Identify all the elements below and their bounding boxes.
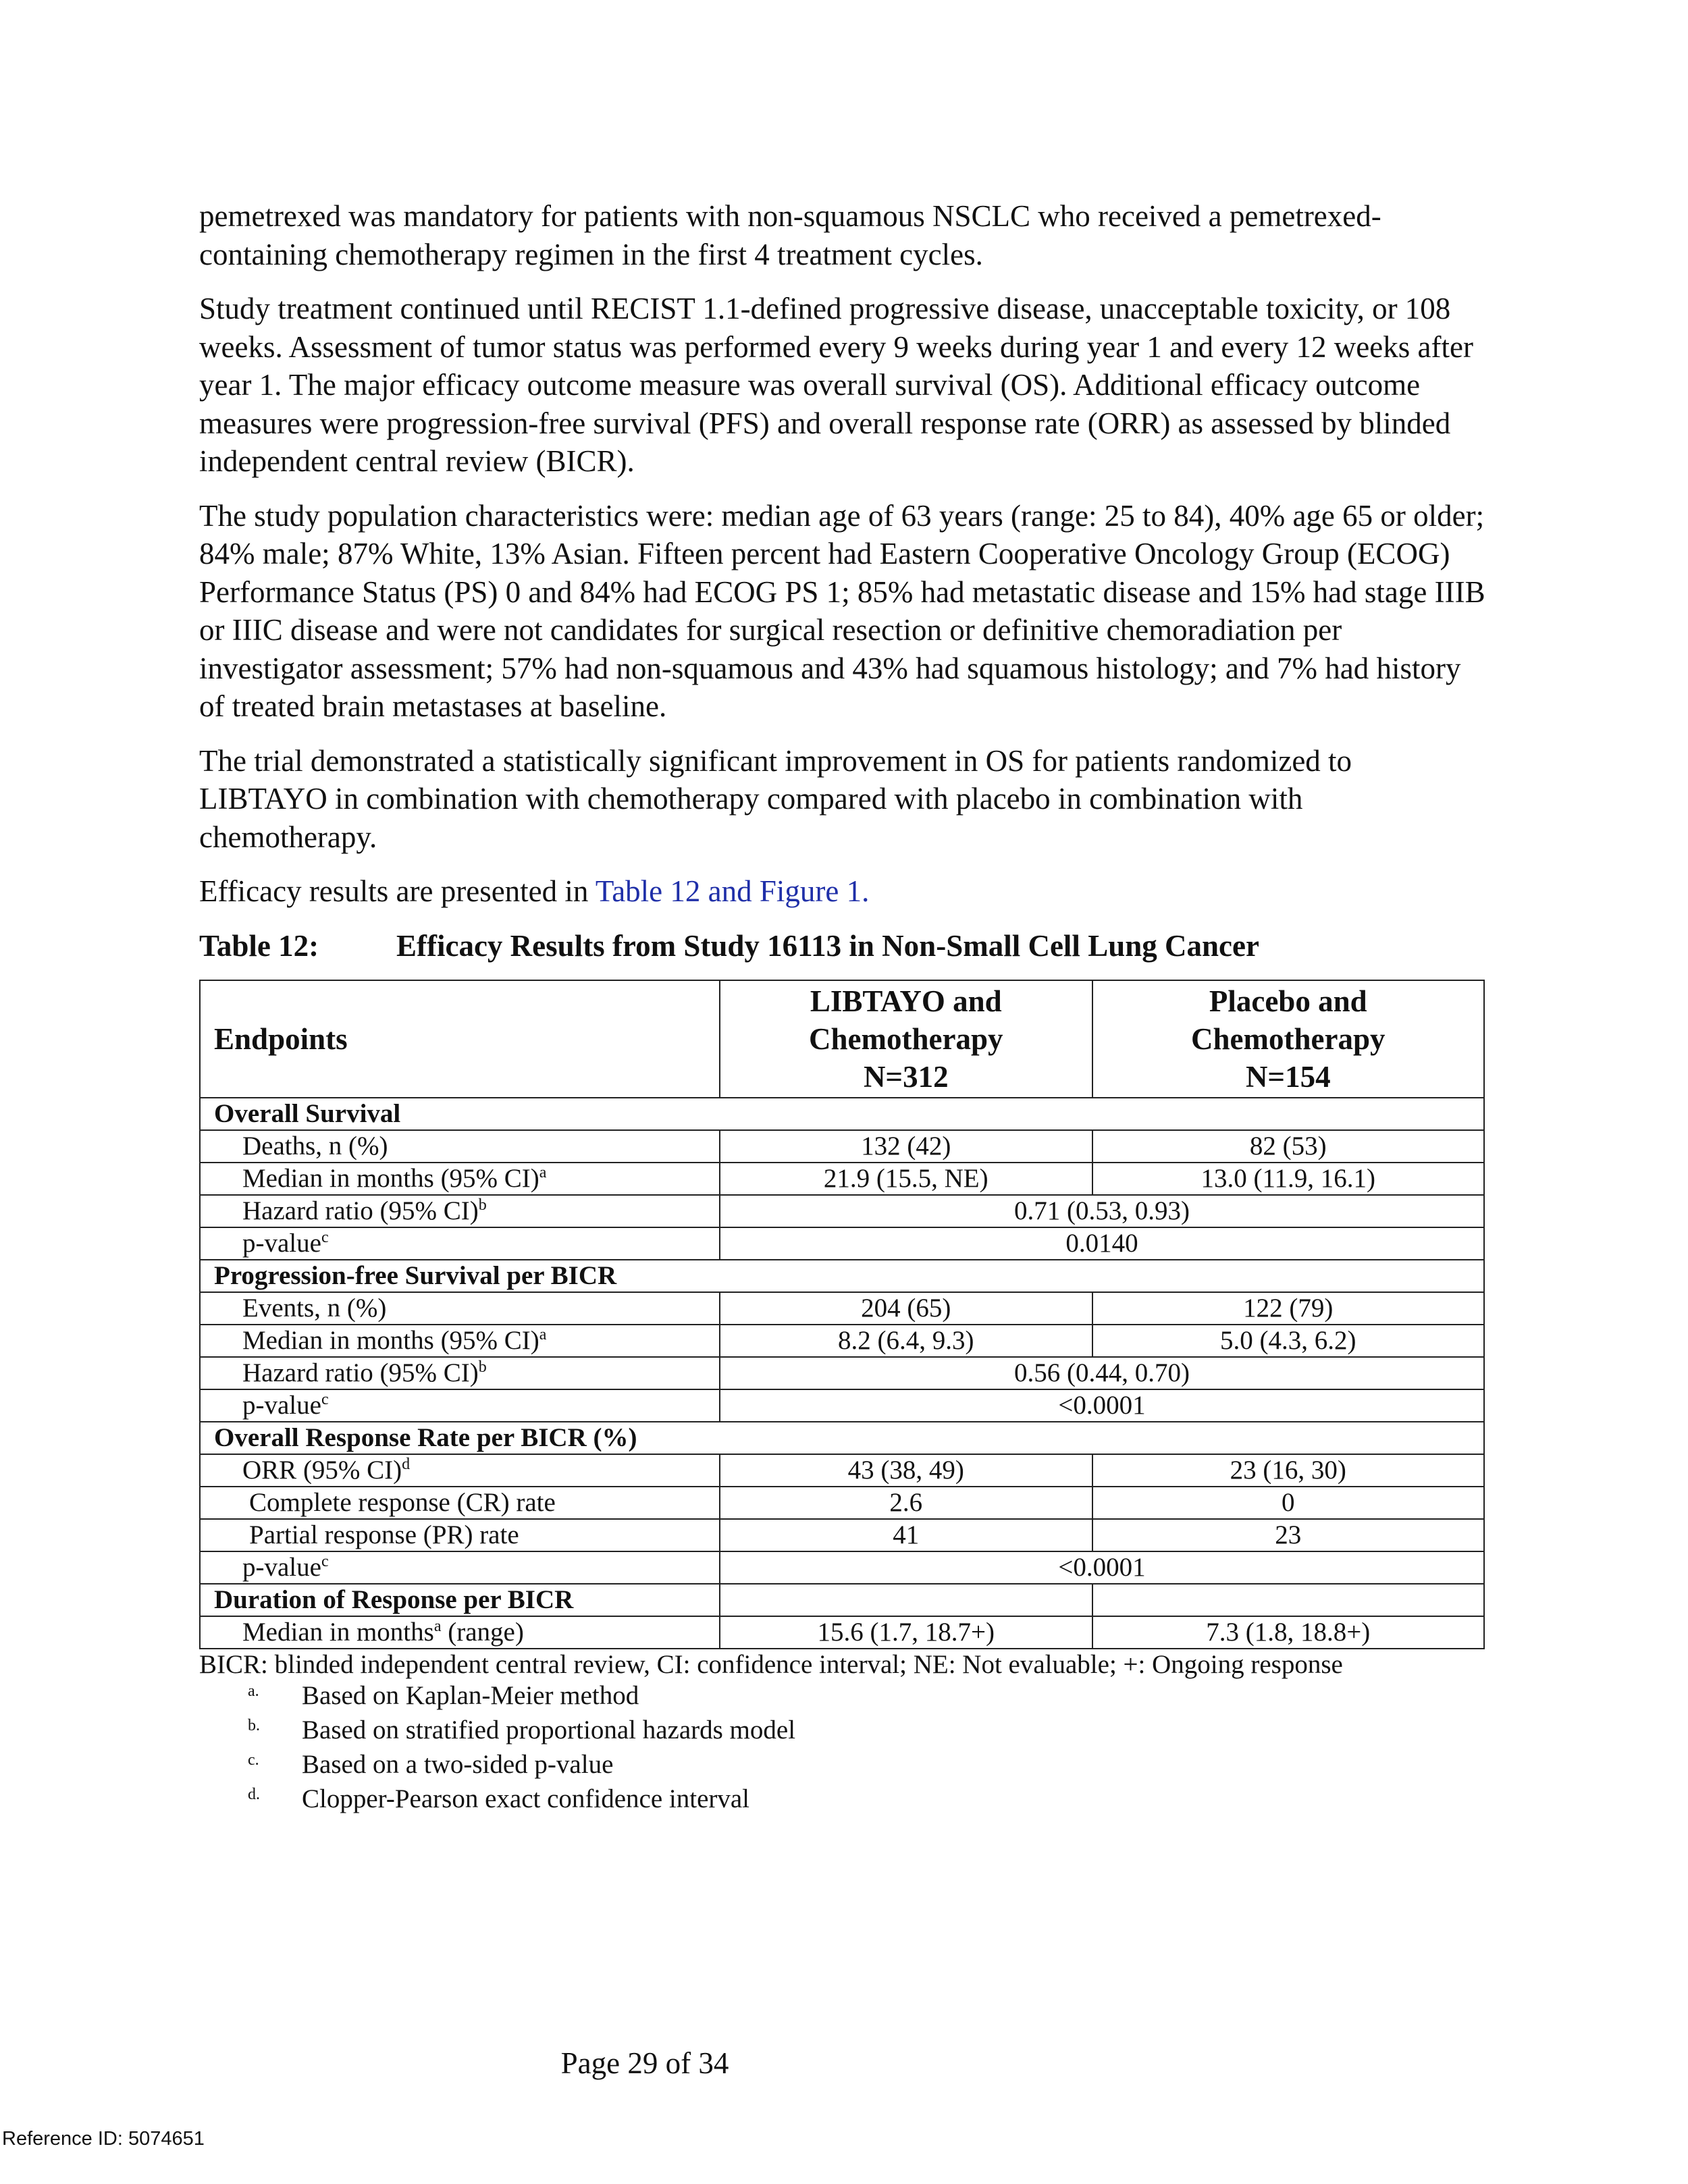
footnote-mark: d. [248,1785,260,1803]
footnote-ref: a [539,1163,547,1181]
table-row [200,1227,1484,1260]
row-label: Deaths, n (%) [200,1130,720,1163]
footnote-ref: b [478,1196,487,1214]
row-label-text: p-value [242,1228,321,1258]
cell-value: 7.3 (1.8, 18.8+) [1092,1616,1484,1649]
cell-value: 21.9 (15.5, NE) [720,1163,1092,1195]
footnote-ref: c [321,1390,329,1408]
footnote-ref: c [321,1552,329,1570]
table-row [200,1551,1484,1584]
table-row [200,1389,1484,1422]
footnote-ref: b [478,1358,487,1376]
section-orr: Overall Response Rate per BICR (%) [200,1422,1484,1454]
table-row [200,1292,1484,1325]
row-label [200,1357,720,1389]
cell-value: 0.0140 [720,1227,1484,1260]
header-libtayo-n: N=312 [863,1059,949,1094]
footnote-text: Based on Kaplan-Meier method [302,1680,639,1710]
table-row [200,1487,1484,1519]
table-row [200,1325,1484,1357]
header-libtayo-line2: Chemotherapy [809,1021,1003,1056]
footnote-text: Based on stratified proportional hazards model [302,1715,796,1744]
efficacy-results-table [199,980,1485,1649]
section-dor: Duration of Response per BICR [200,1584,720,1616]
table-row [200,1098,1484,1130]
table-row [200,1195,1484,1227]
row-label [200,1389,720,1422]
row-label-text: Hazard ratio (95% CI) [242,1358,479,1387]
row-label [200,1616,720,1649]
cell-value: 2.6 [720,1487,1092,1519]
row-label [200,1195,720,1227]
footnote [248,1749,1485,1784]
footnote-ref: a [433,1617,442,1635]
section-pfs: Progression-free Survival per BICR [200,1260,1484,1292]
footnote [248,1715,1485,1749]
abbreviations: BICR: blinded independent central review, CI: confidence interval; NE: Not evaluable; +: Ongoing response [199,1649,1343,1679]
table-title: Efficacy Results from Study 16113 in Non-Small Cell Lung Cancer [396,928,1259,963]
cell-value: 122 (79) [1092,1292,1484,1325]
cell-value: 5.0 (4.3, 6.2) [1092,1325,1484,1357]
row-label [200,1227,720,1260]
footnote-mark: c. [248,1751,259,1769]
footnote-ref: d [402,1455,411,1473]
table-row [200,1519,1484,1551]
table-notes [199,1649,1485,1818]
cell-value: 204 (65) [720,1292,1092,1325]
cell-value: <0.0001 [720,1551,1484,1584]
row-label: Events, n (%) [200,1292,720,1325]
footnote-ref: c [321,1228,329,1246]
table-row [200,1422,1484,1454]
header-endpoints: Endpoints [200,980,720,1098]
cell-value: 8.2 (6.4, 9.3) [720,1325,1092,1357]
row-label [200,1551,720,1584]
table-row [200,1584,1484,1616]
paragraph-population: The study population characteristics were: median age of 63 years (range: 25 to 84), 40% age 65 or older; 84% male; 87% White, 13% Asian. Fifteen percent had Eastern Cooperative Oncology Group (ECOG) Performance Status (PS) 0 and 84% had ECOG PS 1; 85% had metastatic disease and 15% had stage IIIB or IIIC disease and were not candidates for surgical resection or definitive chemoradiation per investigator assessment; 57% had non-squamous and 43% had squamous histology; and 7% had history of treated brain metastases at baseline. [199,498,1485,723]
table-row [200,1454,1484,1487]
header-libtayo-line1: LIBTAYO and [810,984,1002,1018]
row-label [200,1454,720,1487]
row-label-text: Median in months (95% CI) [242,1325,539,1355]
row-label [200,1163,720,1195]
cell-value: 23 (16, 30) [1092,1454,1484,1487]
page-number: Page 29 of 34 [560,2046,729,2080]
table-number: Table 12: [199,928,319,963]
cell-value: 82 (53) [1092,1130,1484,1163]
cell-value: 0 [1092,1487,1484,1519]
cell-value: 43 (38, 49) [720,1454,1092,1487]
row-label-text: p-value [242,1552,321,1582]
header-placebo-line1: Placebo and [1209,984,1367,1018]
cell-value: 41 [720,1519,1092,1551]
header-placebo-line2: Chemotherapy [1191,1021,1386,1056]
row-label-text: Median in months (95% CI) [242,1163,539,1193]
table-row [200,1163,1484,1195]
cell-empty [1092,1584,1484,1616]
cell-value: 15.6 (1.7, 18.7+) [720,1616,1092,1649]
footnote-mark: a. [248,1682,259,1700]
table-caption [199,927,1485,965]
paragraph-efficacy-results [199,872,1485,911]
section-overall-survival: Overall Survival [200,1098,1484,1130]
paragraph-study-treatment: Study treatment continued until RECIST 1.1-defined progressive disease, unacceptable toxicity, or 108 weeks. Assessment of tumor status was performed every 9 weeks during year 1 and every 12 weeks after year 1. The major efficacy outcome measure was overall survival (OS). Additional efficacy outcome measures were progression-free survival (PFS) and overall response rate (ORR) as assessed by blinded independent central review (BICR). [199,292,1473,478]
row-label: Partial response (PR) rate [200,1519,720,1551]
header-placebo [1092,980,1484,1098]
table-row [200,1130,1484,1163]
cell-value: 132 (42) [720,1130,1092,1163]
header-libtayo [720,980,1092,1098]
row-label-text: Median in months [242,1617,434,1647]
cell-value: 0.71 (0.53, 0.93) [720,1195,1484,1227]
row-label-text: ORR (95% CI) [242,1455,402,1485]
footnote-text: Based on a two-sided p-value [302,1749,614,1779]
reference-id: Reference ID: 5074651 [2,2128,205,2150]
footnote-text: Clopper-Pearson exact confidence interval [302,1784,750,1813]
table-row [200,1260,1484,1292]
cell-value: 13.0 (11.9, 16.1) [1092,1163,1484,1195]
cell-value: 23 [1092,1519,1484,1551]
row-label-text: (range) [441,1617,524,1647]
footnote [248,1784,1485,1818]
row-label-text: Hazard ratio (95% CI) [242,1196,479,1225]
paragraph-pemetrexed: pemetrexed was mandatory for patients with non-squamous NSCLC who received a pemetrexed-containing chemotherapy regimen in the first 4 treatment cycles. [199,199,1381,271]
document-body [199,197,1485,1818]
cell-value: <0.0001 [720,1389,1484,1422]
table-row [200,1357,1484,1389]
paragraph-trial-result: The trial demonstrated a statistically significant improvement in OS for patients randomized to LIBTAYO in combination with chemotherapy compared with placebo in combination with chemotherapy. [199,743,1352,854]
footnote [248,1680,1485,1715]
footnote-mark: b. [248,1716,260,1734]
cell-value: 0.56 (0.44, 0.70) [720,1357,1484,1389]
efficacy-results-text: Efficacy results are presented in [199,874,596,908]
row-label: Complete response (CR) rate [200,1487,720,1519]
footnote-ref: a [539,1325,547,1343]
table-header-row [200,980,1484,1098]
cell-empty [720,1584,1092,1616]
table-row [200,1616,1484,1649]
table-figure-link[interactable]: Table 12 and Figure 1. [595,874,870,908]
row-label-text: p-value [242,1390,321,1420]
header-placebo-n: N=154 [1245,1059,1331,1094]
row-label [200,1325,720,1357]
